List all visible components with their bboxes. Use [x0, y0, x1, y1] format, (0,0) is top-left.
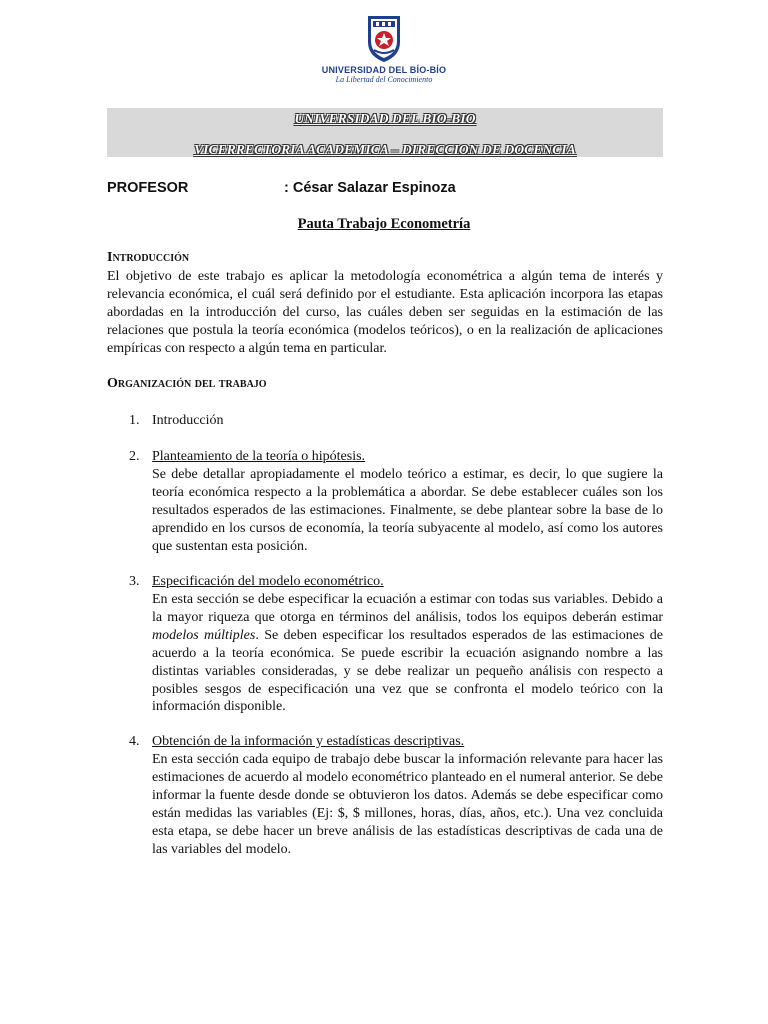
intro-heading: Introducción [107, 250, 190, 265]
banner-university: UNIVERSIDAD DEL BIO-BIO [294, 111, 476, 126]
header-banner [107, 108, 663, 157]
list-item-number: 1. [129, 413, 140, 428]
university-logo [0, 12, 768, 84]
organization-heading: Organización del trabajo [107, 376, 267, 391]
list-item-number: 2. [129, 449, 140, 464]
university-crest-icon [364, 12, 404, 64]
list-item-title: Planteamiento de la teoría o hipótesis. [152, 449, 366, 464]
list-item-body [152, 591, 663, 716]
list-item-number: 4. [129, 734, 140, 749]
body-text: En esta sección se debe especificar la ecuación a estimar con todas sus variables. Debido a la mayor riqueza que otorga en términos del análisis, todos los equipos deberán estimar [152, 592, 663, 625]
professor-label: PROFESOR [107, 180, 189, 196]
list-item-title: Especificación del modelo econométrico. [152, 574, 384, 589]
body-text: . Se deben especificar los resultados esperados de las estimaciones de acuerdo a la teoría económica. Se puede escribir la ecuación asignando nombre a las distintas variables consideradas, y se debe realizar un pequeño análisis con respecto a posibles sesgos de especificación una vez que se confronta el modelo teórico con la información disponible. [152, 627, 663, 715]
emphasis-text: modelos múltiples [152, 627, 256, 643]
list-item-number: 3. [129, 574, 140, 589]
document-title: Pauta Trabajo Econometría [297, 216, 471, 232]
list-item-title: Introducción [152, 413, 224, 428]
banner-department: VICERRECTORIA ACADEMICA – DIRECCION DE DOCENCIA [194, 142, 576, 157]
logo-motto: La Libertad del Conocimiento [335, 75, 433, 84]
list-item-body: En esta sección cada equipo de trabajo debe buscar la información relevante para hacer las estimaciones de acuerdo al modelo econométrico planteado en el numeral anterior. Se debe informar la fuente desde donde se obtuvieron los datos. Además se debe especificar como están medidas las variables (Ej: $, $ millones, horas, días, años, etc.). Una vez concluida esta etapa, se debe hacer un breve análisis de las estadísticas descriptivas de cada una de las variables del modelo. [152, 752, 663, 857]
list-item-body: Se debe detallar apropiadamente el modelo teórico a estimar, es decir, lo que sugiere la teoría económica respecto a la problemática a abordar. Se debe establecer cuáles son los resultados esperados de las estimaciones. Finalmente, se debe plantear sobre la base de lo aprendido en los cursos de economía, la teoría subyacente al modelo, así como los autores que sustentan esta posición. [152, 467, 663, 554]
professor-name: : César Salazar Espinoza [284, 180, 456, 196]
logo-university-name: UNIVERSIDAD DEL BÍO-BÍO [321, 65, 447, 75]
intro-paragraph: El objetivo de este trabajo es aplicar la metodología econométrica a algún tema de interés y relevancia económica, el cuál será definido por el estudiante. Esta aplicación incorpora las etapas abordadas en la introducción del curso, las cuáles deben ser seguidas en la estimación de las relaciones que postula la teoría económica (modelos teóricos), o en la realización de aplicaciones empíricas con respecto a algún tema en particular. [107, 269, 663, 356]
list-item-title: Obtención de la información y estadísticas descriptivas. [152, 734, 465, 749]
